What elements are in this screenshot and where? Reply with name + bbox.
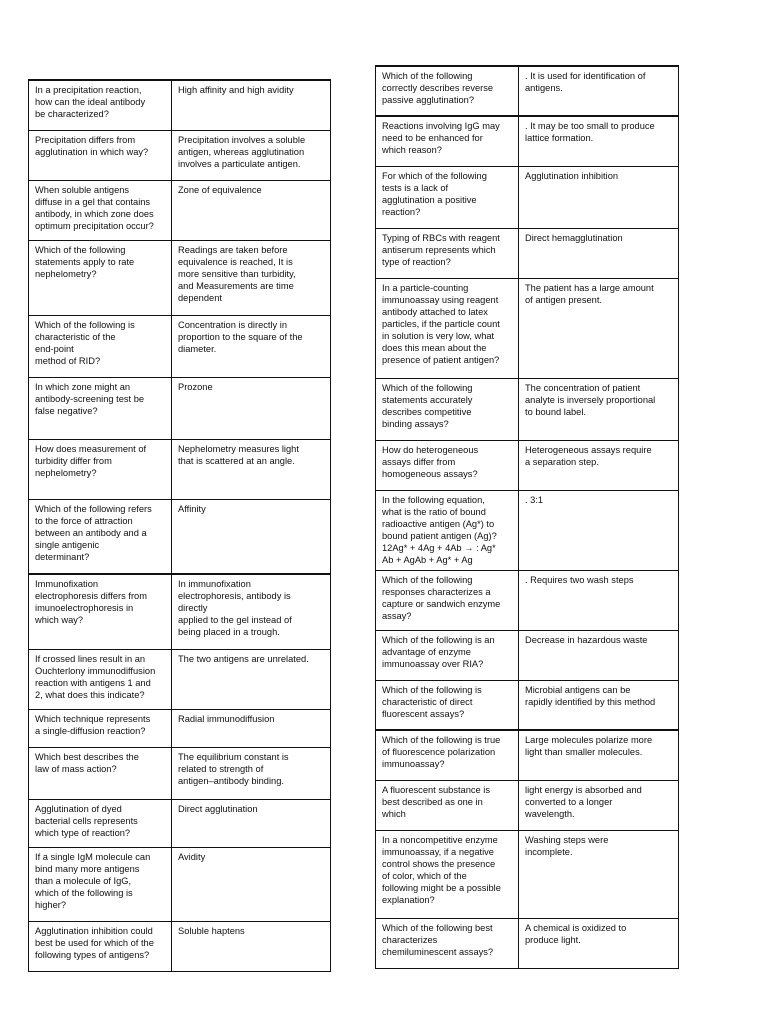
flashcard-row (376, 680, 679, 730)
flashcard-row (376, 490, 679, 570)
answer-cell: The concentration of patient analyte is inversely proportional to bound label. (519, 378, 679, 440)
question-cell: Precipitation differs from agglutination in which way? (29, 130, 172, 180)
flashcard-row (29, 747, 331, 799)
answer-cell: Precipitation involves a soluble antigen, whereas agglutination involves a particulate antigen. (172, 130, 331, 180)
flashcard-row (376, 570, 679, 630)
flashcard-row (376, 378, 679, 440)
question-cell: In which zone might an antibody-screening test be false negative? (29, 377, 172, 439)
answer-cell: Prozone (172, 377, 331, 439)
answer-cell: light energy is absorbed and converted to a longer wavelength. (519, 780, 679, 830)
answer-cell: Nephelometry measures light that is scattered at an angle. (172, 439, 331, 499)
question-cell: In a noncompetitive enzyme immunoassay, if a negative control shows the presence of color, which of the following might be a possible explanation? (376, 830, 519, 918)
flashcard-row (29, 799, 331, 847)
question-cell: In the following equation, what is the ratio of bound radioactive antigen (Ag*) to bound patient antigen (Ag)? 12Ag* + 4Ag + 4Ab → : Ag* Ab + AgAb + Ag* + Ag (376, 490, 519, 570)
question-cell: Which technique represents a single-diffusion reaction? (29, 709, 172, 747)
question-cell: Typing of RBCs with reagent antiserum represents which type of reaction? (376, 228, 519, 278)
question-cell: Which of the following refers to the force of attraction between an antibody and a single antigenic determinant? (29, 499, 172, 574)
flashcard-row (29, 80, 331, 130)
flashcard-row (376, 228, 679, 278)
flashcard-row (29, 180, 331, 240)
question-cell: Which of the following best characterizes chemiluminescent assays? (376, 918, 519, 968)
question-cell: Which best describes the law of mass action? (29, 747, 172, 799)
question-cell: Agglutination inhibition could best be used for which of the following types of antigens? (29, 921, 172, 971)
answer-cell: A chemical is oxidized to produce light. (519, 918, 679, 968)
answer-cell: The two antigens are unrelated. (172, 649, 331, 709)
question-cell: Agglutination of dyed bacterial cells represents which type of reaction? (29, 799, 172, 847)
flashcard-row (376, 66, 679, 116)
answer-cell: . It is used for identification of antigens. (519, 66, 679, 116)
left-flashcard-rows (29, 80, 331, 971)
question-cell: Which of the following is an advantage of enzyme immunoassay over RIA? (376, 630, 519, 680)
flashcard-row (29, 709, 331, 747)
question-cell: In a precipitation reaction, how can the ideal antibody be characterized? (29, 80, 172, 130)
question-cell: Which of the following is characteristic of direct fluorescent assays? (376, 680, 519, 730)
flashcard-row (29, 315, 331, 377)
question-cell: How do heterogeneous assays differ from homogeneous assays? (376, 440, 519, 490)
flashcard-row (376, 918, 679, 968)
right-flashcard-rows (376, 66, 679, 968)
question-cell: Which of the following is true of fluorescence polarization immunoassay? (376, 730, 519, 780)
flashcard-row (29, 921, 331, 971)
answer-cell: Zone of equivalence (172, 180, 331, 240)
flashcard-row (376, 630, 679, 680)
flashcard-row (29, 574, 331, 649)
answer-cell: High affinity and high avidity (172, 80, 331, 130)
flashcard-row (376, 278, 679, 378)
answer-cell: Concentration is directly in proportion to the square of the diameter. (172, 315, 331, 377)
question-cell: A fluorescent substance is best described as one in which (376, 780, 519, 830)
question-cell: Reactions involving IgG may need to be enhanced for which reason? (376, 116, 519, 166)
question-cell: Which of the following is characteristic of the end-point method of RID? (29, 315, 172, 377)
answer-cell: Radial immunodiffusion (172, 709, 331, 747)
question-cell: Which of the following responses characterizes a capture or sandwich enzyme assay? (376, 570, 519, 630)
question-cell: Immunofixation electrophoresis differs from imunoelectrophoresis in which way? (29, 574, 172, 649)
answer-cell: The equilibrium constant is related to strength of antigen–antibody binding. (172, 747, 331, 799)
question-cell: How does measurement of turbidity differ from nephelometry? (29, 439, 172, 499)
question-cell: Which of the following statements accurately describes competitive binding assays? (376, 378, 519, 440)
answer-cell: Washing steps were incomplete. (519, 830, 679, 918)
answer-cell: Large molecules polarize more light than smaller molecules. (519, 730, 679, 780)
answer-cell: In immunofixation electrophoresis, antibody is directly applied to the gel instead of being placed in a trough. (172, 574, 331, 649)
answer-cell: . 3:1 (519, 490, 679, 570)
answer-cell: Readings are taken before equivalence is reached, It is more sensitive than turbidity, and Measurements are time dependent (172, 240, 331, 315)
question-cell: Which of the following statements apply to rate nephelometry? (29, 240, 172, 315)
flashcard-row (29, 439, 331, 499)
answer-cell: Microbial antigens can be rapidly identified by this method (519, 680, 679, 730)
flashcard-row (376, 166, 679, 228)
answer-cell: . Requires two wash steps (519, 570, 679, 630)
question-cell: If crossed lines result in an Ouchterlony immunodiffusion reaction with antigens 1 and 2, what does this indicate? (29, 649, 172, 709)
flashcard-row (376, 440, 679, 490)
right-flashcard-table (375, 65, 679, 969)
flashcard-row (29, 649, 331, 709)
flashcard-row (376, 116, 679, 166)
flashcard-row (29, 499, 331, 574)
answer-cell: Direct hemagglutination (519, 228, 679, 278)
question-cell: If a single IgM molecule can bind many more antigens than a molecule of IgG, which of the following is higher? (29, 847, 172, 921)
flashcard-row (376, 780, 679, 830)
answer-cell: . It may be too small to produce lattice formation. (519, 116, 679, 166)
flashcard-row (29, 377, 331, 439)
answer-cell: Decrease in hazardous waste (519, 630, 679, 680)
answer-cell: Heterogeneous assays require a separation step. (519, 440, 679, 490)
answer-cell: Direct agglutination (172, 799, 331, 847)
left-flashcard-table (28, 79, 331, 972)
answer-cell: Affinity (172, 499, 331, 574)
question-cell: For which of the following tests is a lack of agglutination a positive reaction? (376, 166, 519, 228)
answer-cell: Avidity (172, 847, 331, 921)
flashcard-row (29, 847, 331, 921)
answer-cell: Soluble haptens (172, 921, 331, 971)
answer-cell: The patient has a large amount of antigen present. (519, 278, 679, 378)
question-cell: When soluble antigens diffuse in a gel that contains antibody, in which zone does optimum precipitation occur? (29, 180, 172, 240)
question-cell: Which of the following correctly describes reverse passive agglutination? (376, 66, 519, 116)
flashcard-row (376, 830, 679, 918)
flashcard-row (29, 240, 331, 315)
flashcard-row (29, 130, 331, 180)
question-cell: In a particle-counting immunoassay using reagent antibody attached to latex particles, if the particle count in solution is very low, what does this mean about the presence of patient antigen? (376, 278, 519, 378)
flashcard-row (376, 730, 679, 780)
answer-cell: Agglutination inhibition (519, 166, 679, 228)
